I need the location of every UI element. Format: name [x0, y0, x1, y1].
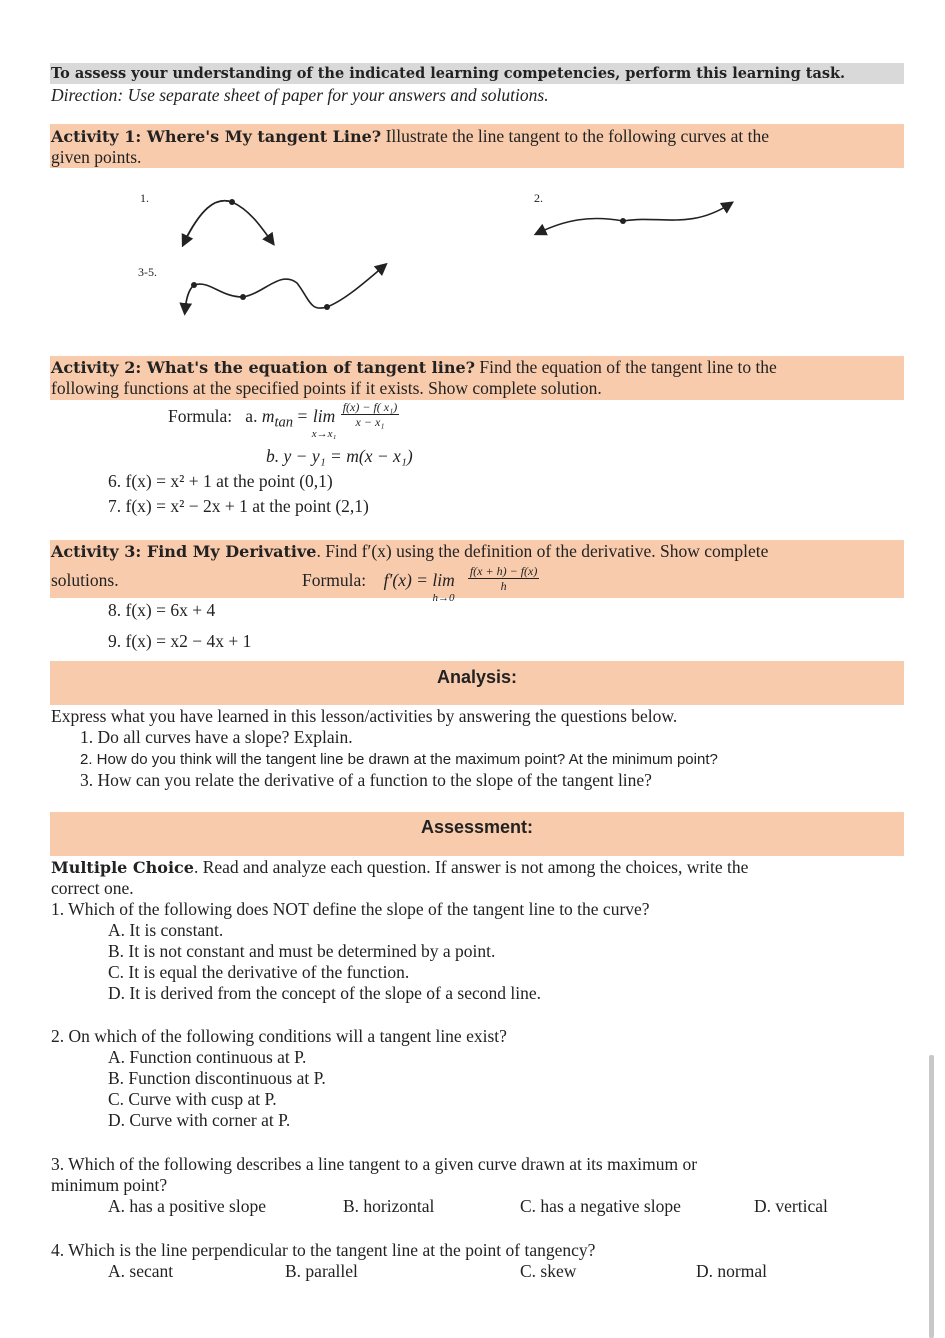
- choice: D. It is derived from the concept of the slope of a second line.: [108, 983, 541, 1003]
- choice: B. parallel: [285, 1261, 358, 1281]
- choice: C. It is equal the derivative of the function.: [108, 962, 410, 982]
- problem-7: 7. f(x) = x² − 2x + 1 at the point (2,1): [108, 496, 369, 516]
- activity3-text: Activity 3: Find My Derivative. Find f′(x) using the definition of the derivative. Show complete: [51, 541, 769, 561]
- scrollbar[interactable]: [929, 1055, 934, 1338]
- activity2-text2: following functions at the specified points if it exists. Show complete solution.: [51, 378, 602, 398]
- derivative-formula: Formula: f′(x) = lim $^{h\to 0}$ $\frac{f(x + h) - f(x)}{h}$: [302, 564, 538, 604]
- choice: B. horizontal: [343, 1196, 435, 1216]
- choice: D. normal: [696, 1261, 767, 1281]
- mc-instructions-2: correct one.: [51, 878, 134, 898]
- direction: Direction: Use separate sheet of paper for your answers and solutions.: [51, 85, 549, 105]
- choice: A. secant: [108, 1261, 174, 1281]
- mc-instructions: Multiple Choice. Read and analyze each question. If answer is not among the choices, write the: [51, 857, 749, 877]
- activity1-text2: given points.: [51, 147, 142, 167]
- activity2-text: Activity 2: What's the equation of tangent line? Find the equation of the tangent line to the: [51, 357, 777, 377]
- choice: A. has a positive slope: [108, 1196, 266, 1216]
- assessment-heading: Assessment:: [420, 817, 534, 837]
- question-1: 1. Which of the following does NOT define the slope of the tangent line to the curve?: [51, 899, 650, 919]
- formula-b: b. y − y₁ = m(x − x₁): [266, 446, 413, 466]
- choice: C. Curve with cusp at P.: [108, 1089, 277, 1109]
- choice: B. It is not constant and must be determined by a point.: [108, 941, 496, 961]
- curve-label-3-5: 3-5.: [138, 265, 157, 279]
- curve-3-5: [194, 266, 384, 308]
- activity1-text: Activity 1: Where's My tangent Line? Illustrate the line tangent to the following curves at the: [51, 126, 769, 146]
- choice: D. vertical: [754, 1196, 828, 1216]
- choice: B. Function discontinuous at P.: [108, 1068, 326, 1088]
- curve-label-1: 1.: [140, 191, 149, 205]
- choice: D. Curve with corner at P.: [108, 1110, 291, 1130]
- analysis-intro: Express what you have learned in this lesson/activities by answering the questions below.: [51, 706, 678, 726]
- question-3: 3. Which of the following describes a line tangent to a given curve drawn at its maximum or: [51, 1154, 698, 1174]
- curve-label-2: 2.: [534, 191, 543, 205]
- choice: A. It is constant.: [108, 920, 224, 940]
- choice: A. Function continuous at P.: [108, 1047, 307, 1067]
- formula-a: Formula: a. $m_{tan} = \lim$ $^{x\to x_1}$ $\frac{\text{f(x) − f( x₁)}}{\text{x − x₁}}$: [168, 400, 398, 440]
- choice: C. skew: [520, 1261, 577, 1281]
- activity3-text2: solutions.: [51, 570, 119, 590]
- instruction: To assess your understanding of the indicated learning competencies, perform this learning task.: [51, 65, 846, 82]
- curves-figure: [0, 0, 945, 340]
- problem-9: 9. f(x) = x2 − 4x + 1: [108, 631, 252, 651]
- analysis-question: 3. How can you relate the derivative of a function to the slope of the tangent line?: [80, 770, 652, 790]
- analysis-question: 1. Do all curves have a slope? Explain.: [80, 727, 353, 747]
- analysis-question: 2. How do you think will the tangent line be drawn at the maximum point? At the minimum point?: [80, 751, 718, 768]
- question-3-cont: minimum point?: [51, 1175, 168, 1195]
- problem-6: 6. f(x) = x² + 1 at the point (0,1): [108, 471, 333, 491]
- question-4: 4. Which is the line perpendicular to the tangent line at the point of tangency?: [51, 1240, 596, 1260]
- choice: C. has a negative slope: [520, 1196, 681, 1216]
- curve-2: [623, 204, 730, 221]
- analysis-heading: Analysis:: [436, 667, 518, 687]
- question-2: 2. On which of the following conditions will a tangent line exist?: [51, 1026, 507, 1046]
- problem-8: 8. f(x) = 6x + 4: [108, 600, 216, 620]
